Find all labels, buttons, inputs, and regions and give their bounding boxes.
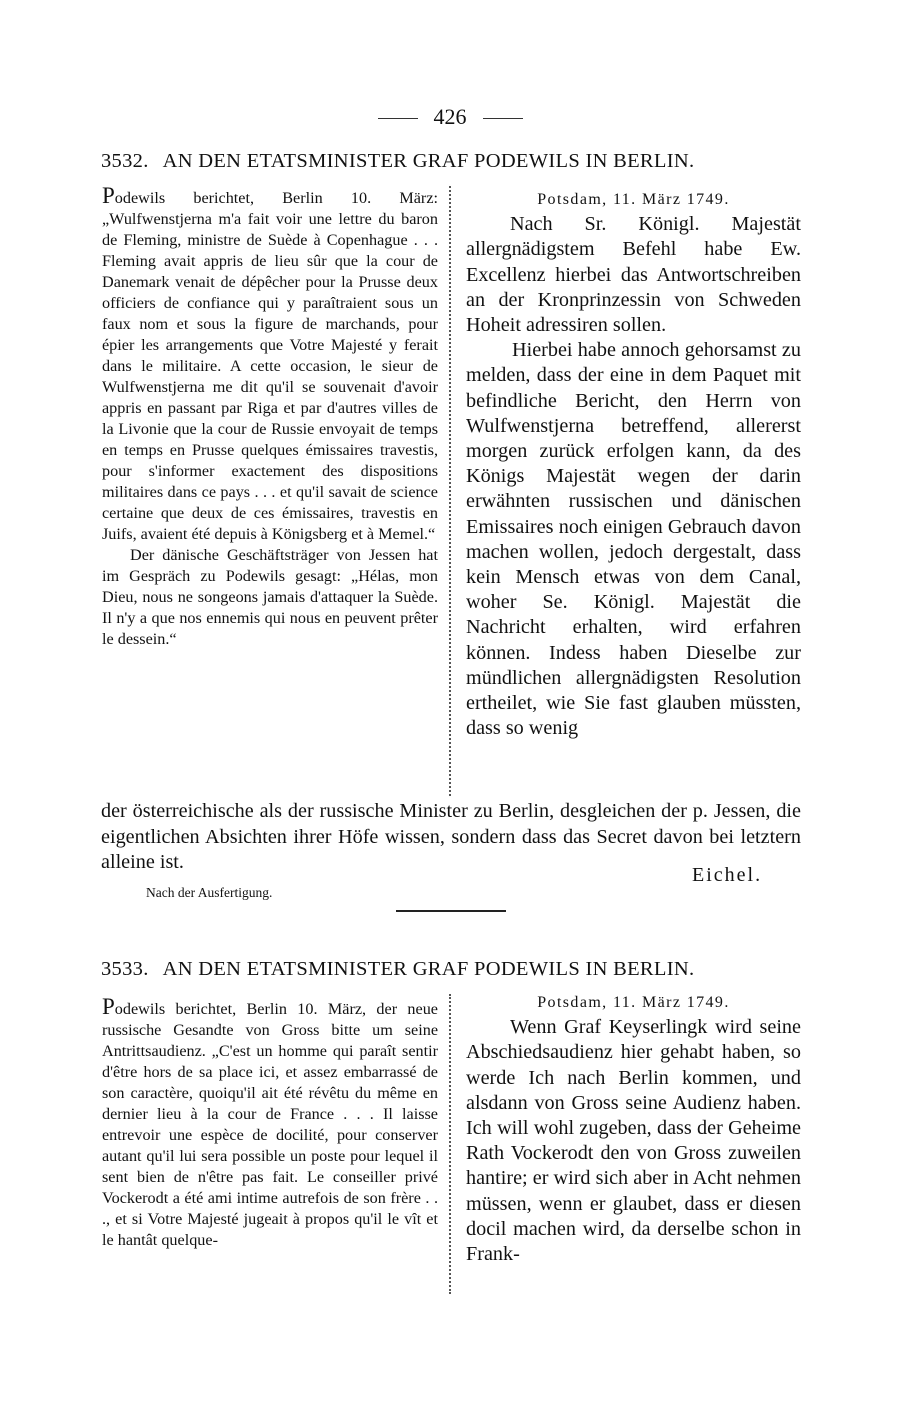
page-number-line bbox=[0, 104, 900, 130]
letter-3533-heading bbox=[101, 958, 801, 981]
letter-3532-letter-column bbox=[466, 187, 801, 741]
letter-3532-letter-paragraph-1: Nach Sr. Königl. Majestät allergnädigstem Befehl habe Ew. Excellenz hierbei das Antwortschreiben an der Kronprinzessin von Schweden Hoheit adressiren sollen. bbox=[466, 213, 801, 337]
letter-3533-column-divider bbox=[449, 994, 451, 1294]
letter-3533-report-initial: P bbox=[102, 994, 115, 1019]
letter-3533-number: 3533. bbox=[101, 958, 149, 980]
letter-3533-report-paragraph-1 bbox=[102, 996, 438, 1251]
section-divider-rule bbox=[396, 910, 506, 912]
letter-3532-letter-paragraph-2: Hierbei habe annoch gehorsamst zu melden, dass der eine in dem Paquet mit befindliche Bericht, den Herrn von Wulfwenstjerna betreffend, allererst morgen zurück erfolgen kann, da des Königs Majestät wegen der darin erwähnten russischen und dänischen Emissaires noch einigen Gebrauch davon machen wollen, jedoch dergestalt, dass kein Mensch etwas von dem Canal, woher Se. Königl. Majestät die Nachricht erhalten, wird erfahren können. Indess haben Dieselbe zur mündlichen allergnädigsten Resolution ertheilet, wie Sie fast glauben müssten, dass so wenig bbox=[466, 339, 801, 740]
page-number-dash-right bbox=[483, 118, 523, 119]
letter-3533-title: AN DEN ETATSMINISTER GRAF PODEWILS IN BERLIN. bbox=[162, 958, 695, 980]
page-number-dash-left bbox=[378, 118, 418, 119]
letter-3532-report-initial: P bbox=[102, 183, 115, 208]
page-number: 426 bbox=[433, 104, 467, 129]
letter-3532-column-divider bbox=[449, 186, 451, 796]
letter-3532-report-column bbox=[102, 185, 438, 650]
letter-3532-number: 3532. bbox=[101, 150, 149, 172]
letter-3532-continuation-text: der österreichische als der russische Minister zu Berlin, desgleichen der p. Jessen, die eigentlichen Absichten ihrer Höfe wissen, sondern dass das Secret davon bei letztern alleine ist. bbox=[101, 800, 801, 873]
letter-3533-dateline: Potsdam, 11. März 1749. bbox=[537, 994, 730, 1011]
letter-3532-source-note: Nach der Ausfertigung. bbox=[146, 885, 273, 900]
letter-3533-letter-paragraph-1: Wenn Graf Keyserlingk wird seine Abschiedsaudienz hier gehabt haben, so werde Ich nach Berlin kommen, und alsdann von Gross seine Audienz haben. Ich will wohl zugeben, dass der Geheime Rath Vockerodt den von Gross zuweilen hantire; er wird sich aber in Acht nehmen müssen, wenn er glaubet, dass er diesen docil machen wird, da derselbe schon in Frank- bbox=[466, 1016, 801, 1266]
letter-3532-report-text-1: odewils berichtet, Berlin 10. März: „Wulfwenstjerna m'a fait voir une lettre du baron de Fleming, ministre de Suède à Copenhague . . . Fleming avait appris de lieu sûr que la cour de Danemark venait de dépêcher pour la Prusse deux officiers de confiance qui y paraîtraient sous un faux nom et sous la figure de marchands, pour épier les arrangements que Votre Majesté y ferait dans le militaire. A cette occasion, le sieur de Wulfwenstjerna me dit qu'il se souvenait d'avoir appris en passant par Riga et par d'autres villes de la Livonie que la cour de Russie envoyait de temps en temps en Prusse quelques émissaires travestis, pour s'informer exactement des dispositions militaires dans ce pays . . . et qu'il savait de science certaine que deux de ces émissaires, travestis en Juifs, avaient été depuis à Königsberg et à Memel.“ bbox=[102, 189, 438, 543]
letter-3533-report-column bbox=[102, 996, 438, 1251]
letter-3532-report-paragraph-2: Der dänische Geschäftsträger von Jessen hat im Gespräch zu Podewils gesagt: „Hélas, mon Dieu, nous ne songeons jamais d'attaquer la Suède. Il n'y a que nos ennemis qui nous en peuvent prêter le dessein.“ bbox=[102, 546, 438, 648]
letter-3533-report-text-1: odewils berichtet, Berlin 10. März, der neue russische Gesandte von Gross bitte um seine Antrittsaudienz. „C'est un homme qui paraît sentir d'être hors de sa place ici, et assez embarrassé de son caractère, quoiqu'il ait été révêtu du même en dernier lieu à la cour de France . . . Il laisse entrevoir une espèce de docilité, pour conserver autant qu'il lui sera possible un poste pour lequel il sent bien de n'être pas fait. Le conseiller privé Vockerodt a été ami intime autrefois de son frère . . ., et si Votre Majesté jugeait à propos qu'il le vît et le hantât quelque- bbox=[102, 1000, 438, 1249]
letter-3532-dateline: Potsdam, 11. März 1749. bbox=[537, 191, 730, 208]
letter-3533-letter-column bbox=[466, 990, 801, 1267]
letter-3532-signature: Eichel. bbox=[692, 864, 763, 886]
letter-3532-title: AN DEN ETATSMINISTER GRAF PODEWILS IN BERLIN. bbox=[162, 150, 695, 172]
letter-3532-report-paragraph-1 bbox=[102, 185, 438, 545]
letter-3532-heading bbox=[101, 150, 801, 173]
